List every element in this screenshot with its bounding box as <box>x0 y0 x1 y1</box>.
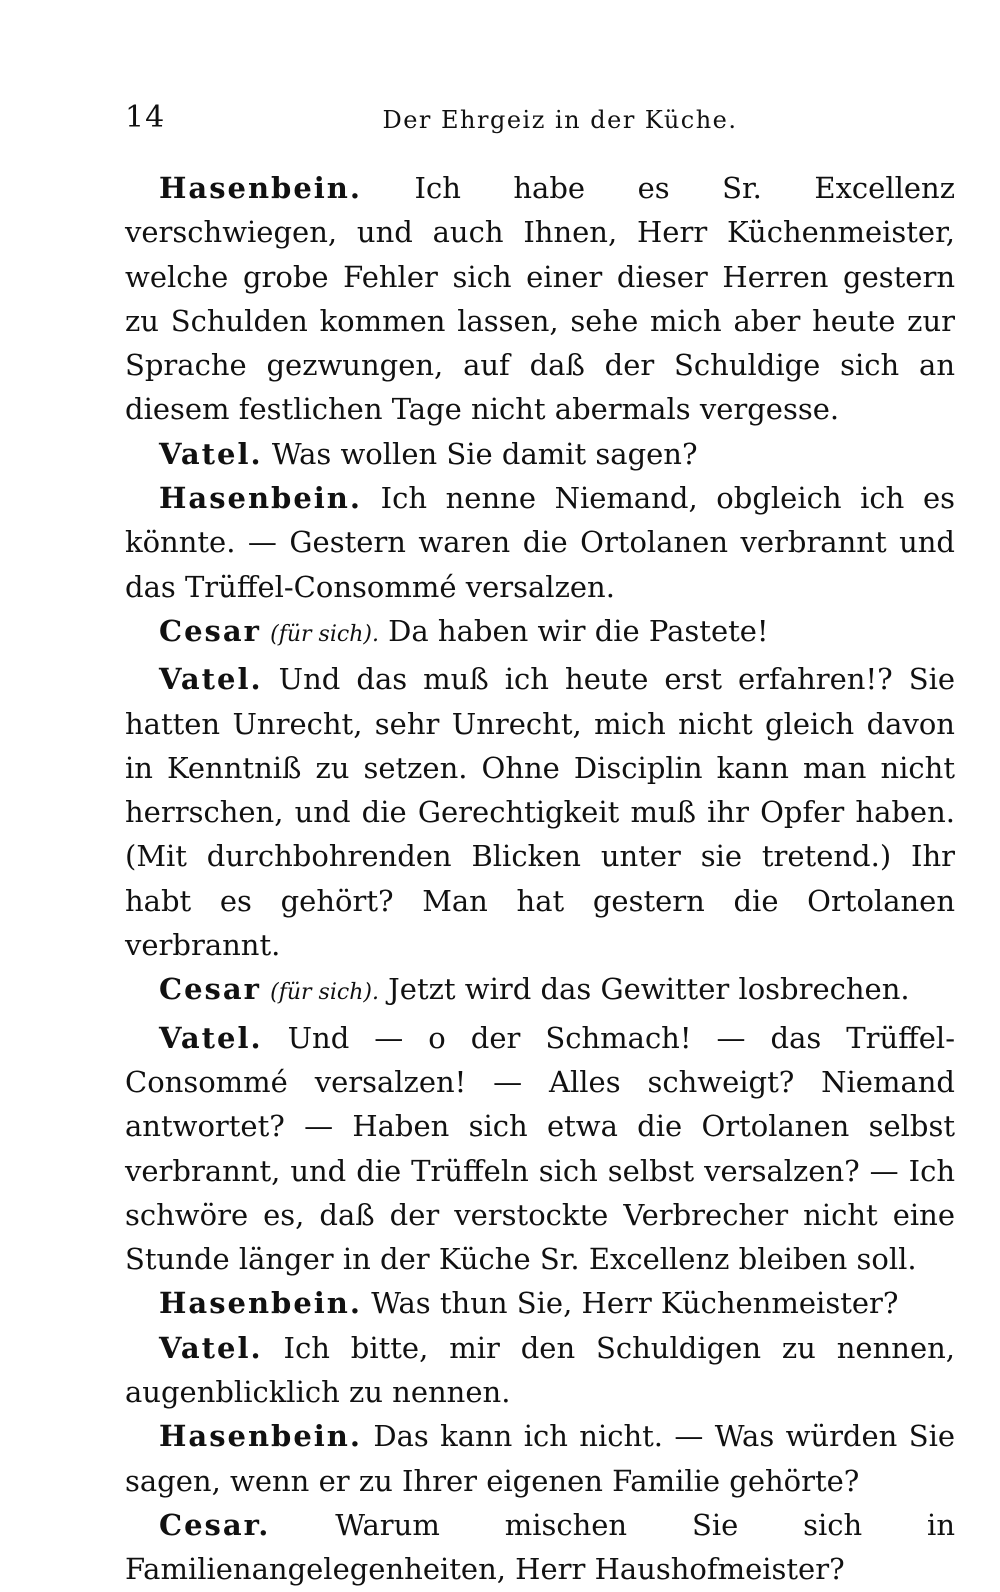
dialogue-line: Was wollen Sie damit sagen? <box>271 436 698 471</box>
dialogue-paragraph <box>125 1414 955 1503</box>
dialogue-line: Ich nenne Niemand, obgleich ich es könnte. — Gestern waren die Ortolanen verbrannt und das Trüffel-Consommé versalzen. <box>125 481 956 604</box>
dialogue-paragraph <box>125 967 955 1015</box>
dialogue-line: Jetzt wird das Gewitter losbrechen. <box>388 972 910 1007</box>
dialogue-paragraph <box>125 432 955 476</box>
stage-direction: (für sich). <box>270 980 379 1006</box>
speaker-name: Vatel. <box>159 436 263 471</box>
page-number: 14 <box>125 100 166 135</box>
speaker-name: Vatel. <box>159 662 263 697</box>
dialogue-line: Was thun Sie, Herr Küchenmeister? <box>371 1286 899 1321</box>
dialogue-paragraph <box>125 1326 955 1415</box>
dialogue-line: Und — o der Schmach! — das Trüffel-Consommé versalzen! — Alles schweigt? Niemand antwortet? — Haben sich etwa die Ortolanen selbst verbrannt, und die Trüffeln sich selbst versalzen? — Ich schwöre es, daß der verstockte Verbrecher nicht eine Stunde länger in der Küche Sr. Excellenz bleiben soll. <box>125 1020 955 1277</box>
speaker-name: Hasenbein. <box>159 171 362 205</box>
running-title: Der Ehrgeiz in der Küche. <box>382 106 738 134</box>
dialogue-paragraph <box>125 476 955 609</box>
dialogue-text <box>125 166 955 1592</box>
speaker-name: Vatel. <box>159 1330 263 1365</box>
dialogue-line: Da haben wir die Pastete! <box>388 613 769 648</box>
page-header <box>125 100 955 140</box>
speaker-name: Cesar. <box>159 1507 271 1542</box>
dialogue-line: Das kann ich nicht. — Was würden Sie sagen, wenn er zu Ihrer eigenen Familie gehörte? <box>125 1419 956 1498</box>
dialogue-line: Warum mischen Sie sich in Familienangelegenheiten, Herr Haushofmeister? <box>125 1507 955 1587</box>
speaker-name: Hasenbein. <box>159 481 362 516</box>
stage-direction: (für sich). <box>270 621 379 647</box>
dialogue-paragraph <box>125 1281 955 1325</box>
dialogue-paragraph <box>125 166 955 432</box>
dialogue-line: Ich habe es Sr. Excellenz verschwiegen, und auch Ihnen, Herr Küchenmeister, welche grobe Fehler sich einer dieser Herren gestern zu Schulden kommen lassen, sehe mich aber heute zur Sprache gezwungen, auf daß der Schuldige sich an diesem festlichen Tage nicht abermals vergesse. <box>125 171 956 427</box>
speaker-name: Hasenbein. <box>159 1286 362 1321</box>
speaker-name: Cesar <box>159 613 261 648</box>
dialogue-paragraph <box>125 609 955 657</box>
dialogue-paragraph <box>125 1016 955 1282</box>
speaker-name: Vatel. <box>159 1020 263 1055</box>
dialogue-line: Ich bitte, mir den Schuldigen zu nennen, augenblicklich zu nennen. <box>125 1330 955 1410</box>
dialogue-line: Und das muß ich heute erst erfahren!? Sie hatten Unrecht, sehr Unrecht, mich nicht gleich davon in Kenntniß zu setzen. Ohne Disciplin kann man nicht herrschen, und die Gerechtigkeit muß ihr Opfer haben. (Mit durchbohrenden Blicken unter sie tretend.) Ihr habt es gehört? Man hat gestern die Ortolanen verbrannt. <box>125 662 956 963</box>
speaker-name: Cesar <box>159 972 261 1007</box>
dialogue-paragraph <box>125 1503 955 1592</box>
dialogue-paragraph <box>125 657 955 967</box>
speaker-name: Hasenbein. <box>159 1419 362 1454</box>
